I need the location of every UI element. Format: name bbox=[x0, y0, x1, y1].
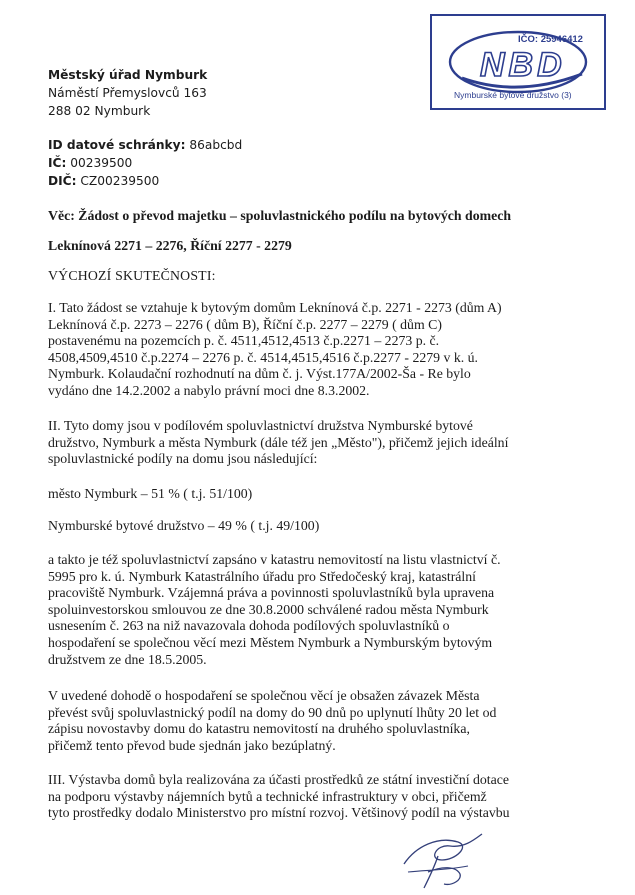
paragraph-3: a takto je též spoluvlastnictví zapsáno v katastru nemovitostí na listu vlastnictví č. 5995 pro k. ú. Nymburk Katastrálního úřadu pro Středočeský kraj, katastrální pracoviště Nymburk. Vzájemná práva a povinnosti spoluvlastníků byla upravena spoluinvestorskou smlouvou ze dne 30.8.2000 schválené radou města Nymburk usnesením č. 263 na niž navazovala dohoda podílových spoluvlastníků o hospodaření se společnou věcí mezi Městem Nymburk a Nymburským bytovým družstvem ze dne 18.5.2005. bbox=[48, 552, 501, 667]
section-heading: VÝCHOZÍ SKUTEČNOSTI: bbox=[48, 268, 216, 283]
addressee-name: Městský úřad Nymburk bbox=[48, 68, 208, 82]
subject-line-1: Věc: Žádost o převod majetku – spoluvlastnického podílu na bytových domech bbox=[48, 208, 512, 223]
paragraph-2: II. Tyto domy jsou v podílovém spoluvlastnictví družstva Nymburské bytové družstvo, Nymburk a města Nymburk (dále též jen „Město"), přičemž jejich ideální spoluvlastnické podíly na domu jsou následující: bbox=[48, 418, 509, 467]
identifier-dic: DIČ: CZ00239500 bbox=[48, 174, 160, 188]
stamp-logo-text: NBD bbox=[480, 46, 566, 84]
paragraph-5: III. Výstavba domů byla realizována za účasti prostředků ze státní investiční dotace na podporu výstavby nájemních bytů a technické infrastruktury v obci, přičemž tyto prostředky dodalo Ministerstvo pro místní rozvoj. Většinový podíl na výstavbu bbox=[48, 772, 510, 821]
company-stamp bbox=[430, 14, 606, 110]
share-city: město Nymburk – 51 % ( t.j. 51/100) bbox=[48, 486, 253, 501]
addressee-city: 288 02 Nymburk bbox=[48, 104, 151, 118]
identifier-databox: ID datové schránky: 86abcbd bbox=[48, 138, 243, 152]
paragraph-1: I. Tato žádost se vztahuje k bytovým domům Leknínová č.p. 2271 - 2273 (dům A) Leknínová č.p. 2273 – 2276 ( dům B), Říční č.p. 2277 – 2279 ( dům C) postavenému na pozemcích p. č. 4511,4512,4513 č.p.2271 – 2273 p. č. 4508,4509,4510 č.p.2274 – 2276 p. č. 4514,4515,4516 č.p.2277 - 2279 v k. ú. Nymburk. Kolaudační rozhodnutí na dům č. j. Výst.177A/2002-Ša - Re bylo vydáno dne 14.2.2002 a nabylo právní moci dne 8.3.2002. bbox=[48, 300, 502, 398]
stamp-ico: IČO: 25946412 bbox=[518, 34, 583, 45]
identifier-ic: IČ: 00239500 bbox=[48, 156, 133, 170]
share-cooperative: Nymburské bytové družstvo – 49 % ( t.j. 49/100) bbox=[48, 518, 320, 533]
identifiers-block bbox=[48, 136, 242, 190]
addressee-street: Náměstí Přemyslovců 163 bbox=[48, 86, 207, 100]
addressee-block bbox=[48, 66, 207, 120]
stamp-subtitle: Nymburské bytové družstvo (3) bbox=[454, 90, 572, 100]
paragraph-4: V uvedené dohodě o hospodaření se společnou věcí je obsažen závazek Města převést svůj spoluvlastnický podíl na domy do 90 dnů po uplynutí lhůty 20 let od zápisu novostavby domu do katastru nemovitostí na druhého spoluvlastníka, přičemž tento převod bude sjednán jako bezúplatný. bbox=[48, 688, 497, 753]
signature-initials bbox=[398, 826, 488, 892]
subject-line-2: Leknínová 2271 – 2276, Říční 2277 - 2279 bbox=[48, 238, 292, 253]
